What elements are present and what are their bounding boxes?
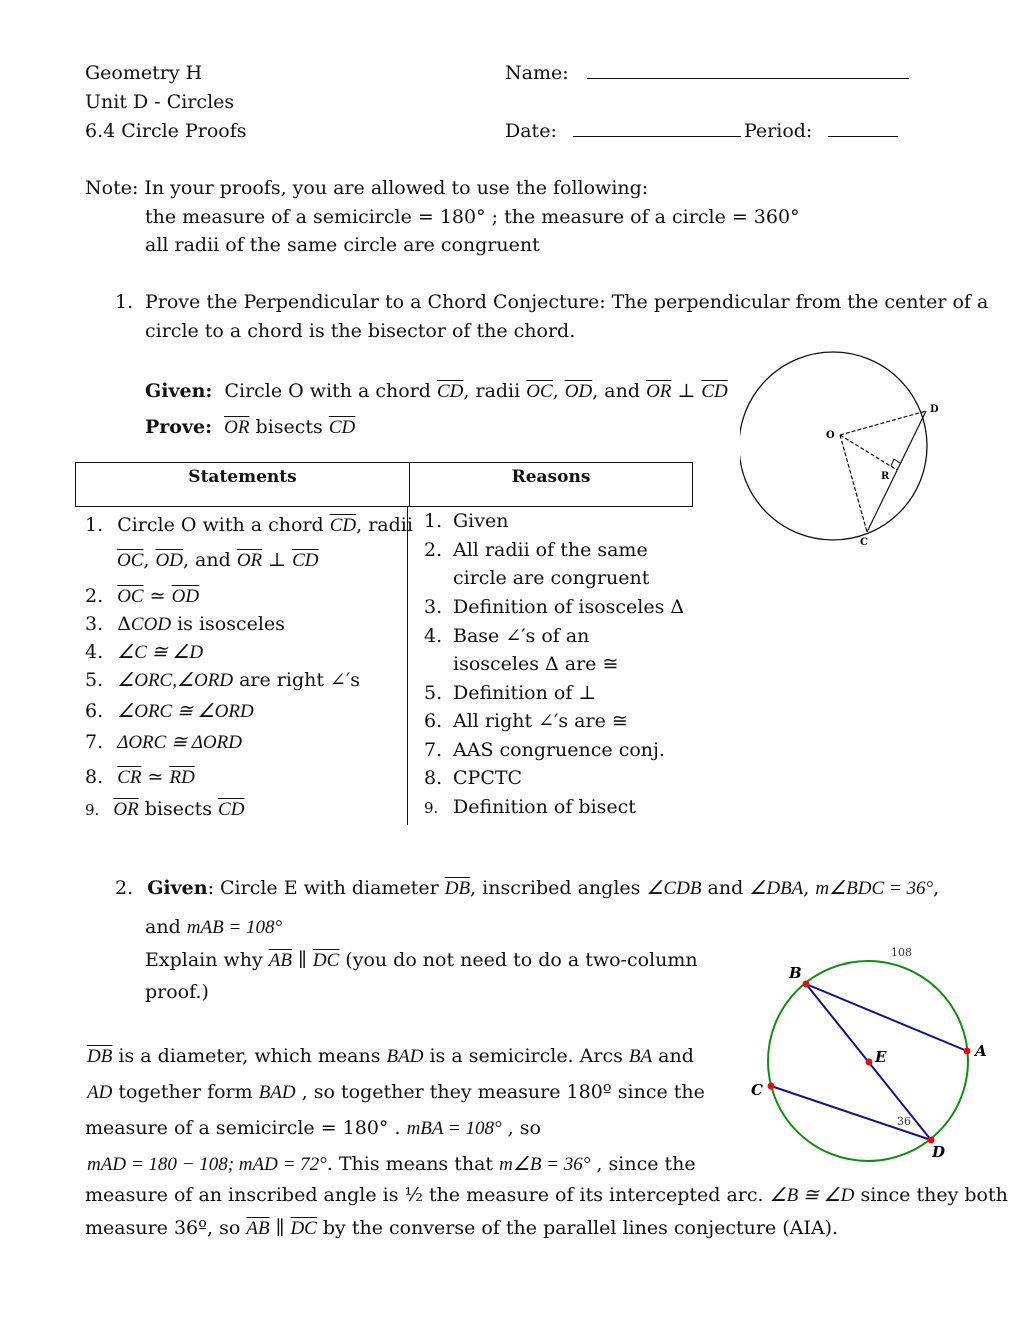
radius-od — [840, 411, 926, 435]
prove-label: Prove: — [145, 416, 213, 438]
statements-header: Statements — [76, 463, 410, 507]
date-label: Date: — [505, 120, 557, 142]
proof-table-header — [75, 462, 693, 507]
answer-line2: AD together form BAD , so together they measure 180º since the — [87, 1081, 705, 1103]
problem2-explain: Explain why $\overline{AB}$ ∥ $\overline{DC}$ (you do not need to do a two-column — [145, 949, 698, 971]
statement-row: $\overline{OC}$, $\overline{OD}$, and $\overline{OR}$ ⊥ $\overline{CD}$ — [117, 549, 319, 571]
date-blank[interactable] — [573, 136, 741, 137]
period-field[interactable] — [744, 120, 898, 142]
reason-row: 6. All right ∠′s are ≅ — [424, 710, 628, 732]
answer-line1: $\overline{DB}$ is a diameter, which means BAD is a semicircle. Arcs BA and — [87, 1045, 694, 1067]
problem1-text-line1: Prove the Perpendicular to a Chord Conjecture: The perpendicular from the center of a — [145, 291, 989, 313]
name-label: Name: — [505, 62, 569, 84]
course-title: Geometry H — [85, 62, 203, 84]
circle-o — [740, 352, 927, 540]
label-e: E — [875, 1048, 887, 1066]
problem2-line1: 2. Given: Circle E with diameter $\overline{DB}$, inscribed angles ∠CDB and ∠DBA, m∠BDC = 36°, — [115, 877, 940, 899]
reason-row: 4. Base ∠′s of an — [424, 625, 590, 647]
note-line2: all radii of the same circle are congruent — [145, 234, 540, 256]
problem1-prove: Prove: $\overline{OR}$ bisects $\overline{CD}$ — [145, 416, 356, 438]
statement-row: 3. ΔCOD is isosceles — [85, 613, 285, 635]
point-a — [964, 1048, 971, 1055]
reason-row: 1. Given — [424, 510, 509, 532]
problem2-given-label: Given — [147, 877, 208, 899]
problem1-given: Given: Circle O with a chord $\overline{CD}$, radii $\overline{OC}$, $\overline{OD}$, and $\overline{OR}$ ⊥ $\overline{CD}$ — [145, 380, 728, 402]
reason-row: isosceles Δ are ≅ — [453, 653, 619, 675]
point-e — [866, 1059, 873, 1066]
arc-36-label: 36 — [897, 1115, 911, 1128]
reason-row: 7. AAS congruence conj. — [424, 739, 665, 761]
right-angle-mark — [891, 459, 900, 466]
note-intro: Note: In your proofs, you are allowed to use the following: — [85, 177, 649, 199]
table-divider — [407, 507, 408, 825]
lesson-title: 6.4 Circle Proofs — [85, 120, 247, 142]
answer-line3: measure of a semicircle = 180° . mBA = 108° , so — [85, 1117, 541, 1139]
label-d: D — [930, 404, 939, 415]
circle-o-diagram — [740, 345, 940, 550]
chord-cd — [867, 411, 926, 532]
statement-row: 6. ∠ORC ≅ ∠ORD — [85, 700, 254, 722]
reason-row: 5. Definition of ⊥ — [424, 682, 597, 704]
period-blank[interactable] — [828, 136, 898, 137]
label-a: A — [975, 1042, 987, 1060]
answer-line6: measure 36º, so $\overline{AB}$ ∥ $\overline{DC}$ by the converse of the parallel lines conjecture (AIA). — [85, 1217, 839, 1239]
answer-line5: measure of an inscribed angle is ½ the measure of its intercepted arc. ∠B ≅ ∠D since they both — [85, 1184, 1008, 1206]
reasons-header: Reasons — [410, 463, 693, 507]
label-c: C — [860, 537, 868, 548]
statement-row: 9. $\overline{OR}$ bisects $\overline{CD}$ — [85, 798, 245, 820]
label-c: C — [751, 1081, 763, 1099]
statement-row: 8. $\overline{CR}$ ≃ $\overline{RD}$ — [85, 766, 195, 788]
statement-row: 5. ∠ORC,∠ORD are right ∠′s — [85, 669, 361, 691]
statement-row: 1. Circle O with a chord $\overline{CD}$, radii — [85, 514, 413, 536]
given-label: Given: — [145, 380, 213, 402]
chord-dc — [771, 1086, 931, 1140]
reason-row: 8. CPCTC — [424, 767, 523, 789]
name-field[interactable] — [505, 62, 909, 84]
date-field[interactable] — [505, 120, 741, 142]
reason-row: 2. All radii of the same — [424, 539, 648, 561]
problem1-number: 1. — [115, 291, 134, 313]
circle-e-diagram — [745, 940, 1000, 1170]
unit-title: Unit D - Circles — [85, 91, 235, 113]
point-b — [803, 981, 810, 988]
arc-108-label: 108 — [891, 946, 912, 959]
problem2-explain-cont: proof.) — [145, 981, 209, 1003]
note-line1: the measure of a semicircle = 180° ; the measure of a circle = 360° — [145, 206, 800, 228]
label-o: O — [826, 430, 835, 441]
label-b: B — [789, 964, 802, 982]
statement-row: 7. ΔORC ≅ ΔORD — [85, 731, 242, 753]
period-label: Period: — [744, 120, 813, 142]
problem2-line2: and mAB = 108° — [145, 916, 283, 938]
label-d: D — [932, 1143, 946, 1161]
reason-row: 9. Definition of bisect — [424, 796, 636, 818]
point-c — [768, 1083, 775, 1090]
answer-line4: mAD = 180 − 108; mAD = 72°. This means that m∠B = 36° , since the — [87, 1153, 696, 1175]
reason-row: circle are congruent — [453, 567, 650, 589]
label-r: R — [881, 471, 890, 482]
problem1-text-line2: circle to a chord is the bisector of the chord. — [145, 320, 576, 342]
statement-row: 2. $\overline{OC}$ ≃ $\overline{OD}$ — [85, 585, 200, 607]
reason-row: 3. Definition of isosceles Δ — [424, 596, 685, 618]
statement-row: 4. ∠C ≅ ∠D — [85, 641, 204, 663]
name-blank[interactable] — [587, 78, 909, 79]
